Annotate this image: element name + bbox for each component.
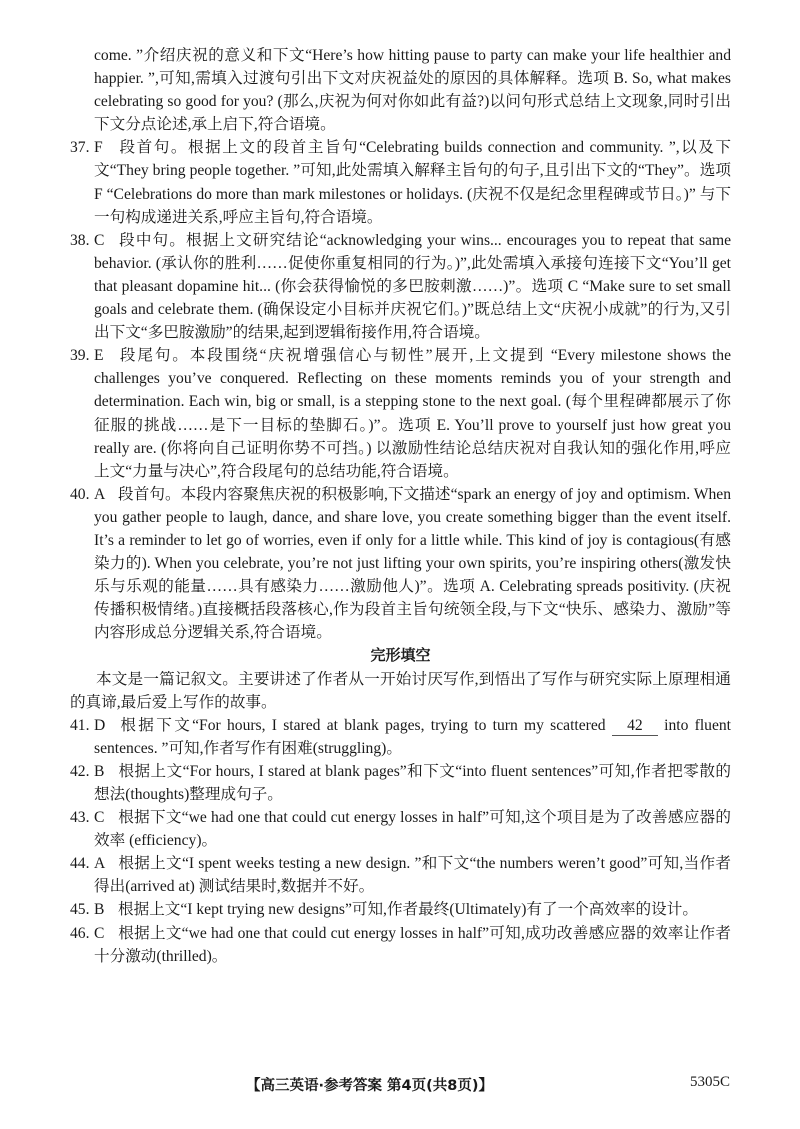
answer-item-42 [70,760,731,806]
section-heading: 完形填空 [370,646,431,665]
item-36-continuation: come. ”介绍庆祝的意义和下文“Here’s how hitting pause to party can make your life healthier and happier. ”,可知,需填入过渡句引出下文对庆祝益处的原因的具体解释。选项 B. So, what makes celebrating so good for you? (那么,庆祝为何对你如此有益?)以问句形式总结上文现象,同时引出下文分点论述,承上启下,符合语境。 [94,47,731,134]
item-answer: B [94,901,105,919]
item-explanation-after: into fluent sentences. ”可知,作者写作有困难(struggling)。 [94,716,731,757]
item-number: 40. [70,485,90,503]
answer-item-38 [70,229,731,344]
item-answer: C [94,809,105,827]
item-answer: C [94,924,105,942]
item-explanation-before: 根据下文“For hours, I stared at blank pages, trying to turn my scattered [118,716,612,734]
item-explanation: 段首句。根据上文的段首主旨句“Celebrating builds connection and community. ”,以及下文“They bring people together. ”可知,此处需填入解释主旨句的句子,且引出下文的“They”。选项 F “Celebrations do more than mark milestones or holidays. (庆祝不仅是纪念里程碑或节日。)” 与下一句构成递进关系,呼应主旨句,符合语境。 [94,139,731,226]
answer-item-45 [70,898,731,921]
section-intro: 本文是一篇记叙文。主要讲述了作者从一开始讨厌写作,到悟出了写作与研究实际上原理相通的真谛,最后爱上写作的故事。 [70,670,731,711]
item-explanation: 段中句。根据上文研究结论“acknowledging your wins... encourages you to repeat that same behavior. (承认你的胜利……促使你重复相同的行为。)”,此处需填入承接句连接下文“You’ll get that pleasant dopamine hit... (你会获得愉悦的多巴胺刺激……)”。选项 C “Make sure to set small goals and celebrate them. (确保设定小目标并庆祝它们。)”既总结上文“庆祝小成就”的行为,又引出下文“多巴胺激励”的结果,起到逻辑衔接作用,符合语境。 [94,231,731,342]
item-explanation: 根据上文“we had one that could cut energy losses in half”可知,成功改善感应器的效率让作者十分激动(thrilled)。 [94,924,731,965]
footer-title: 【高三英语·参考答案 第4页(共8页)】 [246,1078,493,1094]
answer-item-43 [70,806,731,852]
answer-item-39 [70,344,731,483]
item-explanation: 根据上文“I kept trying new designs”可知,作者最终(Ultimately)有了一个高效率的设计。 [118,901,698,919]
item-answer: D [94,716,106,734]
item-explanation: 根据上文“I spent weeks testing a new design. ”和下文“the numbers weren’t good”可知,当作者得出(arrived at) 测试结果时,数据并不好。 [94,855,731,896]
item-answer: E [94,347,104,365]
item-number: 42. [70,762,90,780]
item-answer: C [94,231,105,249]
item-number: 44. [70,855,90,873]
item-explanation: 根据上文“For hours, I stared at blank pages”和下文“into fluent sentences”可知,作者把零散的想法(thoughts)整理成句子。 [94,762,731,803]
answer-item-44 [70,852,731,898]
answer-item-40 [70,483,731,645]
item-explanation: 段尾句。本段围绕“庆祝增强信心与韧性”展开,上文提到 “Every milestone shows the challenges you’ve conquered. Reflecting on these moments reminds you of your strength and determination. Each win, big or small, is a stepping stone to the next goal. (每个里程碑都展示了你征服的挑战……是下一目标的垫脚石。)”。选项 E. You’ll prove to yourself just how great you really are. (你将向自己证明你势不可挡。) 以激励性结论总结庆祝对自我认知的强化作用,呼应上文“力量与决心”,符合段尾句的总结功能,符合语境。 [94,347,731,480]
blank-42: 42 [612,717,658,736]
item-explanation: 段首句。本段内容聚焦庆祝的积极影响,下文描述“spark an energy of joy and optimism. When you gather people to laugh, dance, and share love, you create something bigger than the event itself. It’s a reminder to let go of worries, even if only for a little while. This kind of joy is contagious(有感染力的). When you celebrate, you’re not just lifting your own spirits, you’re inspiring others(激发快乐与乐观的能量……具有感染力……激励他人)”。选项 A. Celebrating spreads positivity. (庆祝传播积极情绪。)直接概括段落核心,作为段首主旨句统领全段,与下文“快乐、感染力、激励”等内容形成总分逻辑关系,符合语境。 [94,485,731,642]
item-explanation: 根据下文“we had one that could cut energy losses in half”可知,这个项目是为了改善感应器的效率 (efficiency)。 [94,809,731,850]
item-number: 39. [70,347,90,365]
item-answer: A [94,485,106,503]
item-number: 43. [70,809,90,827]
footer-code: 5305C [690,1074,731,1090]
item-number: 41. [70,716,90,734]
item-answer: A [94,855,106,873]
item-number: 46. [70,924,90,942]
item-answer: B [94,762,105,780]
item-answer: F [94,139,103,157]
item-number: 45. [70,901,90,919]
answer-item-37 [70,136,731,228]
item-number: 37. [70,139,90,157]
item-number: 38. [70,231,90,249]
answer-item-46 [70,922,731,968]
answer-item-41 [70,714,731,760]
answer-key-content [70,44,731,968]
